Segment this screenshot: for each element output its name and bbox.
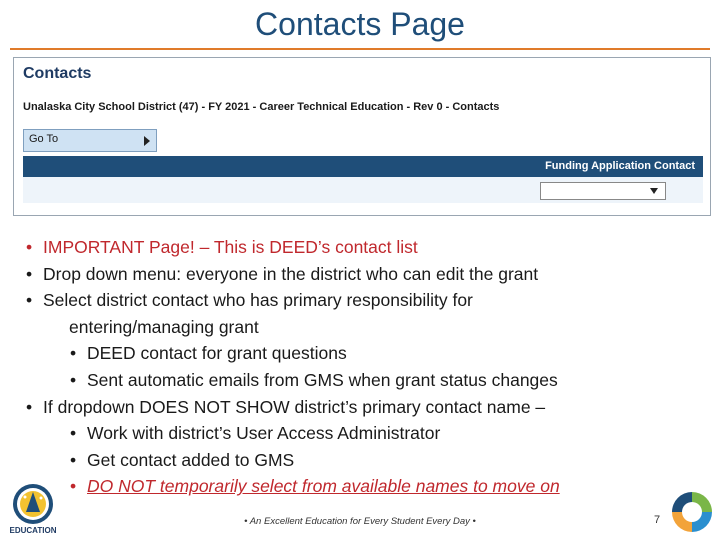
- contacts-heading: Contacts: [23, 65, 92, 82]
- contacts-screenshot: [13, 57, 711, 216]
- footer-motto: • An Excellent Education for Every Student Every Day •: [244, 516, 476, 527]
- application-breadcrumb: Unalaska City School District (47) - FY 2021 - Career Technical Education - Rev 0 - Contacts: [23, 101, 500, 113]
- logo-text: EDUCATION: [9, 526, 57, 535]
- title-divider: [10, 48, 710, 50]
- bullet-text: Drop down menu: everyone in the district who can edit the grant: [43, 263, 539, 284]
- slide-title: Contacts Page: [255, 6, 465, 42]
- sub-bullet-item: [26, 420, 706, 447]
- bullet-item: [26, 234, 706, 261]
- go-to-button[interactable]: [23, 129, 157, 152]
- bullet-dot: •: [26, 290, 33, 311]
- bullet-continuation: [26, 314, 706, 341]
- bullet-text: If dropdown DOES NOT SHOW district’s primary contact name –: [43, 396, 546, 417]
- section-header-bar: [23, 156, 703, 177]
- go-to-label: Go To: [29, 133, 59, 145]
- bullet-dot: •: [70, 369, 77, 390]
- education-seal-icon: [4, 482, 62, 538]
- page-number: 7: [654, 514, 661, 526]
- sub-bullet-item: [26, 340, 706, 367]
- bullet-dot: •: [70, 423, 77, 444]
- bullet-dot: •: [26, 396, 33, 417]
- bullet-item: [26, 394, 706, 421]
- bullet-text: Select district contact who has primary responsibility for: [43, 290, 473, 311]
- bullet-text: DO NOT temporarily select from available names to move on: [87, 476, 560, 497]
- bullet-item: [26, 261, 706, 288]
- bullet-item: [26, 287, 706, 314]
- bullet-text: entering/managing grant: [69, 316, 259, 337]
- contact-dropdown[interactable]: [540, 182, 666, 200]
- bullet-dot: •: [70, 343, 77, 364]
- sub-bullet-item: [26, 447, 706, 474]
- sub-bullet-item: [26, 473, 706, 500]
- bullet-text: DEED contact for grant questions: [87, 343, 347, 364]
- bullet-text: Work with district’s User Access Administrator: [87, 423, 441, 444]
- bullet-dot: •: [26, 263, 33, 284]
- bullet-list: [26, 234, 706, 500]
- funding-application-contact-label: Funding Application Contact: [545, 160, 695, 172]
- sub-bullet-item: [26, 367, 706, 394]
- triangle-right-icon: [144, 136, 150, 146]
- bullet-dot: •: [70, 449, 77, 470]
- circular-swirl-logo-icon: [668, 488, 716, 536]
- bullet-text: Get contact added to GMS: [87, 449, 295, 470]
- contact-select-row: [23, 177, 703, 203]
- bullet-text: Sent automatic emails from GMS when grant status changes: [87, 369, 558, 390]
- bullet-dot: •: [70, 476, 77, 497]
- bullet-text: IMPORTANT Page! – This is DEED’s contact list: [43, 237, 418, 257]
- contacts-panel: [23, 63, 703, 208]
- bullet-dot: •: [26, 237, 33, 257]
